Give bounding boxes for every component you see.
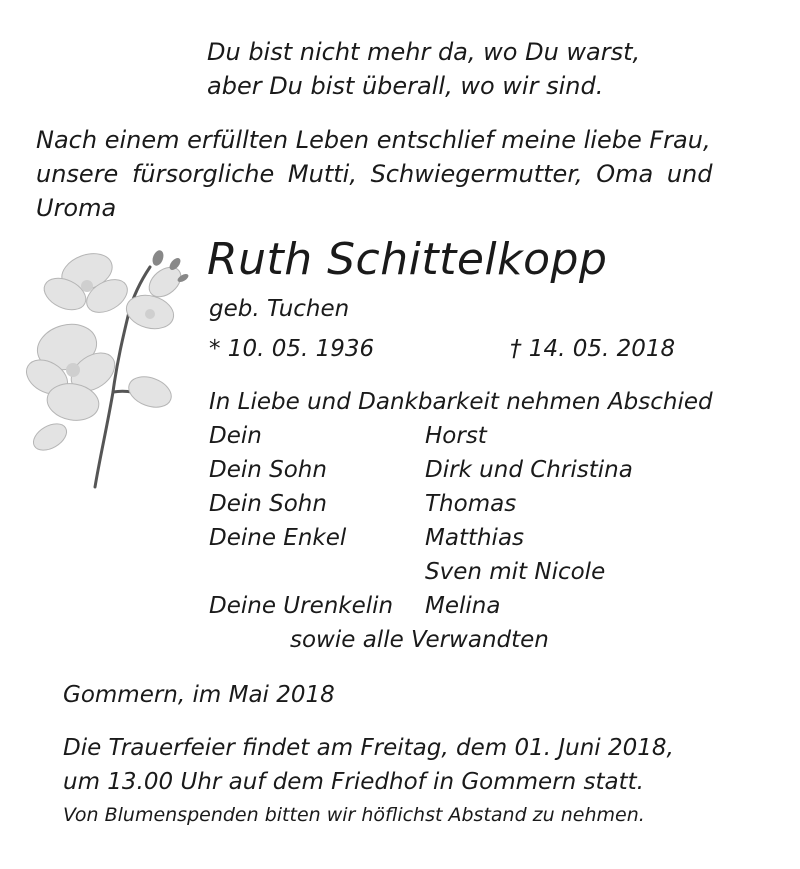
motto-line-2: aber Du bist überall, wo wir sind. bbox=[207, 72, 604, 100]
intro-line-2: unsere fürsorgliche Mutti, Schwiegermutter, Oma und bbox=[36, 160, 713, 188]
birth-name: geb. Tuchen bbox=[209, 296, 350, 322]
place-date: Gommern, im Mai 2018 bbox=[63, 682, 335, 708]
intro-line-1: Nach einem erfüllten Leben entschlief meine liebe Frau, bbox=[36, 126, 711, 154]
intro-line-3: Uroma bbox=[36, 194, 117, 222]
mourner-names: Dirk und Christina bbox=[425, 457, 633, 483]
birth-date: * 10. 05. 1936 bbox=[209, 336, 375, 362]
mourner-relation: Dein Sohn bbox=[209, 457, 327, 483]
mourner-names: Sven mit Nicole bbox=[425, 559, 606, 585]
flowers-note: Von Blumenspenden bitten wir höflichst Abstand zu nehmen. bbox=[63, 804, 645, 826]
mourner-names: Melina bbox=[425, 593, 501, 619]
motto-line-1: Du bist nicht mehr da, wo Du warst, bbox=[207, 38, 641, 66]
relatives-line: sowie alle Verwandten bbox=[290, 627, 549, 653]
orchid-icon bbox=[25, 242, 200, 492]
death-date: † 14. 05. 2018 bbox=[510, 336, 676, 362]
deceased-name: Ruth Schittelkopp bbox=[207, 234, 608, 285]
mourner-relation: Dein Sohn bbox=[209, 491, 327, 517]
mourner-relation: Dein bbox=[209, 423, 262, 449]
mourner-relation: Deine Urenkelin bbox=[209, 593, 394, 619]
mourner-names: Horst bbox=[425, 423, 487, 449]
funeral-line-1: Die Trauerfeier findet am Freitag, dem 01. Juni 2018, bbox=[63, 735, 674, 761]
farewell-line: In Liebe und Dankbarkeit nehmen Abschied bbox=[209, 389, 713, 415]
mourner-relation: Deine Enkel bbox=[209, 525, 347, 551]
mourner-names: Matthias bbox=[425, 525, 525, 551]
funeral-line-2: um 13.00 Uhr auf dem Friedhof in Gommern statt. bbox=[63, 769, 644, 795]
mourner-names: Thomas bbox=[425, 491, 517, 517]
